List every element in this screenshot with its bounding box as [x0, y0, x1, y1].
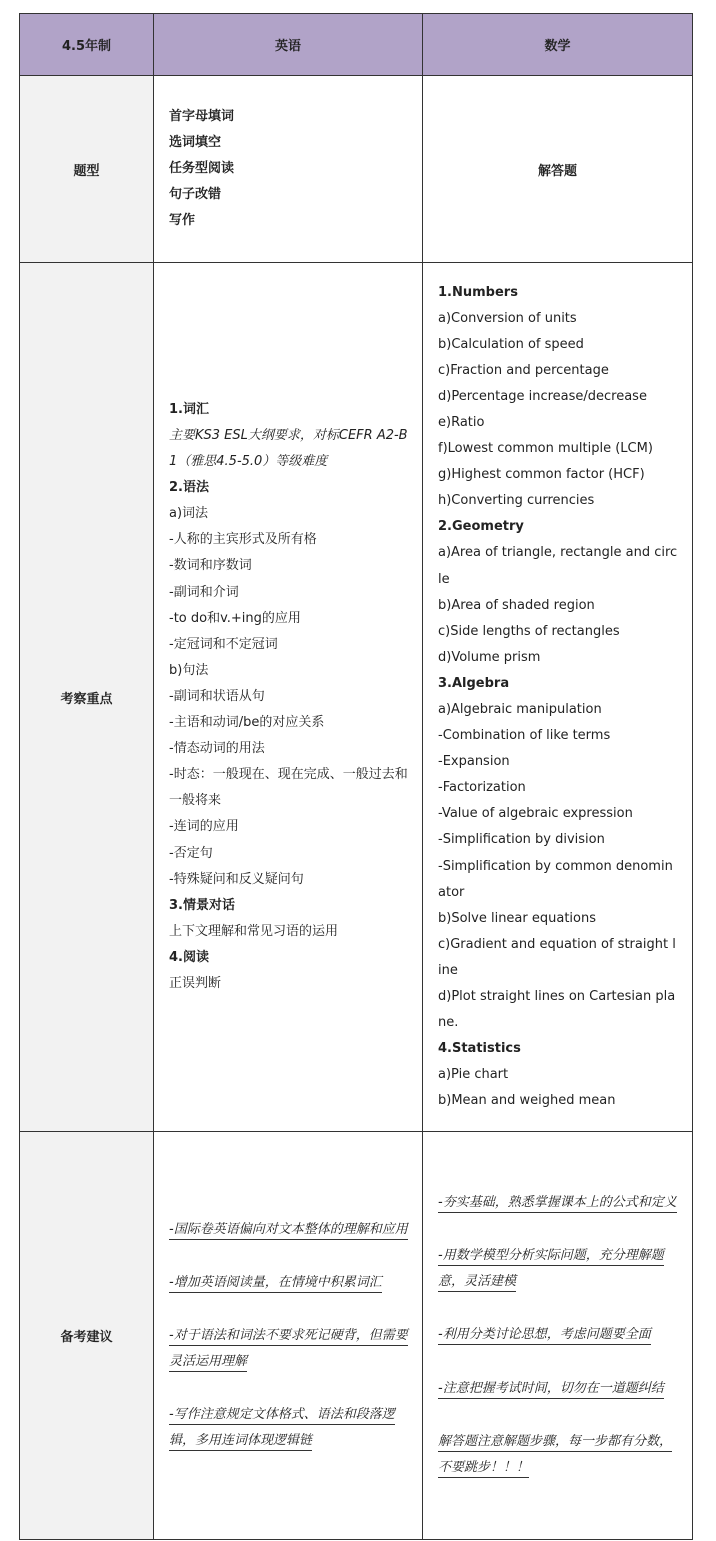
row-label-types: 题型 [20, 76, 154, 263]
advice-text: -写作注意规定文体格式、语法和段落逻辑，多用连词体现逻辑链 [169, 1407, 395, 1451]
advice-item [169, 1323, 408, 1375]
list-item: 句子改错 [169, 187, 222, 203]
spacer [438, 1295, 678, 1322]
spacer [169, 1375, 408, 1402]
list-item: 正误判断 [169, 975, 222, 991]
spacer [438, 1216, 678, 1243]
spacer [169, 1296, 408, 1323]
list-item: 任务型阅读 [169, 160, 235, 176]
list-item: g)Highest common factor (HCF) [438, 467, 645, 483]
list-item: -to do和v.+ing的应用 [169, 610, 301, 626]
list-item: -人称的主宾形式及所有格 [169, 532, 317, 548]
row-question-types [20, 76, 693, 263]
list-item: 首字母填词 [169, 108, 235, 124]
list-item: -Combination of like terms [438, 728, 611, 744]
list-item: a)Area of triangle, rectangle and circle [438, 545, 678, 587]
advice-item [438, 1376, 678, 1402]
section-heading: 3.情景对话 [169, 897, 235, 913]
list-item: 写作 [169, 213, 196, 229]
focus-english-cell [154, 263, 423, 1132]
advice-item [438, 1190, 678, 1216]
list-item: d)Plot straight lines on Cartesian plane. [438, 989, 676, 1031]
list-item: -Factorization [438, 780, 526, 796]
list-item: -副词和介词 [169, 584, 239, 600]
list-item: b)句法 [169, 662, 209, 678]
advice-item [169, 1402, 408, 1454]
header-math: 数学 [423, 14, 693, 76]
header-english: 英语 [154, 14, 423, 76]
list-item: -Value of algebraic expression [438, 806, 633, 822]
list-item: b)Solve linear equations [438, 910, 596, 926]
row-label-focus: 考察重点 [20, 263, 154, 1132]
list-item: -数词和序数词 [169, 558, 252, 574]
advice-math-cell [423, 1132, 693, 1540]
section-heading: 2.Geometry [438, 519, 524, 535]
types-math-cell: 解答题 [423, 76, 693, 263]
advice-text: -夯实基础，熟悉掌握课本上的公式和定义 [438, 1195, 677, 1213]
advice-text: -用数学模型分析实际问题，充分理解题意，灵活建模 [438, 1248, 664, 1292]
list-item: -Simplification by common denominator [438, 858, 673, 900]
list-item: c)Side lengths of rectangles [438, 623, 620, 639]
list-item: -Simplification by division [438, 832, 605, 848]
advice-item [438, 1322, 678, 1348]
list-item: e)Ratio [438, 414, 485, 430]
section-heading: 2.语法 [169, 480, 209, 496]
advice-item [438, 1429, 678, 1481]
advice-text: -对于语法和词法不要求死记硬背，但需要灵活运用理解 [169, 1328, 408, 1372]
list-item: a)词法 [169, 506, 209, 522]
list-item: c)Fraction and percentage [438, 362, 609, 378]
list-item: d)Volume prism [438, 649, 541, 665]
list-item: c)Gradient and equation of straight line [438, 936, 676, 978]
list-item: d)Percentage increase/decrease [438, 388, 647, 404]
list-item: b)Area of shaded region [438, 597, 595, 613]
section-heading: 3.Algebra [438, 675, 510, 691]
advice-text: -注意把握考试时间，切勿在一道题纠结 [438, 1381, 664, 1399]
advice-item [169, 1217, 408, 1243]
exam-comparison-table [19, 13, 693, 1540]
header-row [20, 14, 693, 76]
list-item: b)Calculation of speed [438, 336, 584, 352]
list-item: -特殊疑问和反义疑问句 [169, 871, 304, 887]
focus-math-cell [423, 263, 693, 1132]
list-item: -主语和动词/be的对应关系 [169, 715, 325, 731]
list-item: -Expansion [438, 754, 510, 770]
spacer [169, 1243, 408, 1270]
row-advice [20, 1132, 693, 1540]
advice-text: -增加英语阅读量，在情境中积累词汇 [169, 1275, 382, 1293]
advice-english-cell [154, 1132, 423, 1540]
advice-text: -国际卷英语偏向对文本整体的理解和应用 [169, 1222, 408, 1240]
advice-item [438, 1243, 678, 1295]
header-grade: 4.5年制 [20, 14, 154, 76]
list-item: -时态：一般现在、现在完成、一般过去和一般将来 [169, 767, 408, 809]
list-item: -情态动词的用法 [169, 741, 265, 757]
list-item: h)Converting currencies [438, 493, 595, 509]
list-item: b)Mean and weighed mean [438, 1093, 616, 1109]
advice-item [169, 1270, 408, 1296]
section-heading: 1.词汇 [169, 401, 209, 417]
list-item: a)Conversion of units [438, 310, 577, 326]
list-item: 主要KS3 ESL大纲要求，对标CEFR A2-B1（雅思4.5-5.0）等级难度 [169, 428, 408, 470]
list-item: 选词填空 [169, 134, 222, 150]
types-english-cell [154, 76, 423, 263]
list-item: -否定句 [169, 845, 213, 861]
spacer [438, 1402, 678, 1429]
row-label-advice: 备考建议 [20, 1132, 154, 1540]
list-item: f)Lowest common multiple (LCM) [438, 441, 653, 457]
list-item: a)Pie chart [438, 1067, 509, 1083]
list-item: 上下文理解和常见习语的运用 [169, 923, 339, 939]
section-heading: 4.阅读 [169, 949, 209, 965]
advice-text: 解答题注意解题步骤，每一步都有分数，不要跳步！！！ [438, 1434, 672, 1478]
row-focus [20, 263, 693, 1132]
spacer [438, 1349, 678, 1376]
list-item: -连词的应用 [169, 819, 239, 835]
list-item: -副词和状语从句 [169, 688, 265, 704]
section-heading: 4.Statistics [438, 1041, 521, 1057]
section-heading: 1.Numbers [438, 284, 518, 300]
advice-text: -利用分类讨论思想，考虑问题要全面 [438, 1327, 651, 1345]
list-item: -定冠词和不定冠词 [169, 636, 278, 652]
list-item: a)Algebraic manipulation [438, 702, 602, 717]
